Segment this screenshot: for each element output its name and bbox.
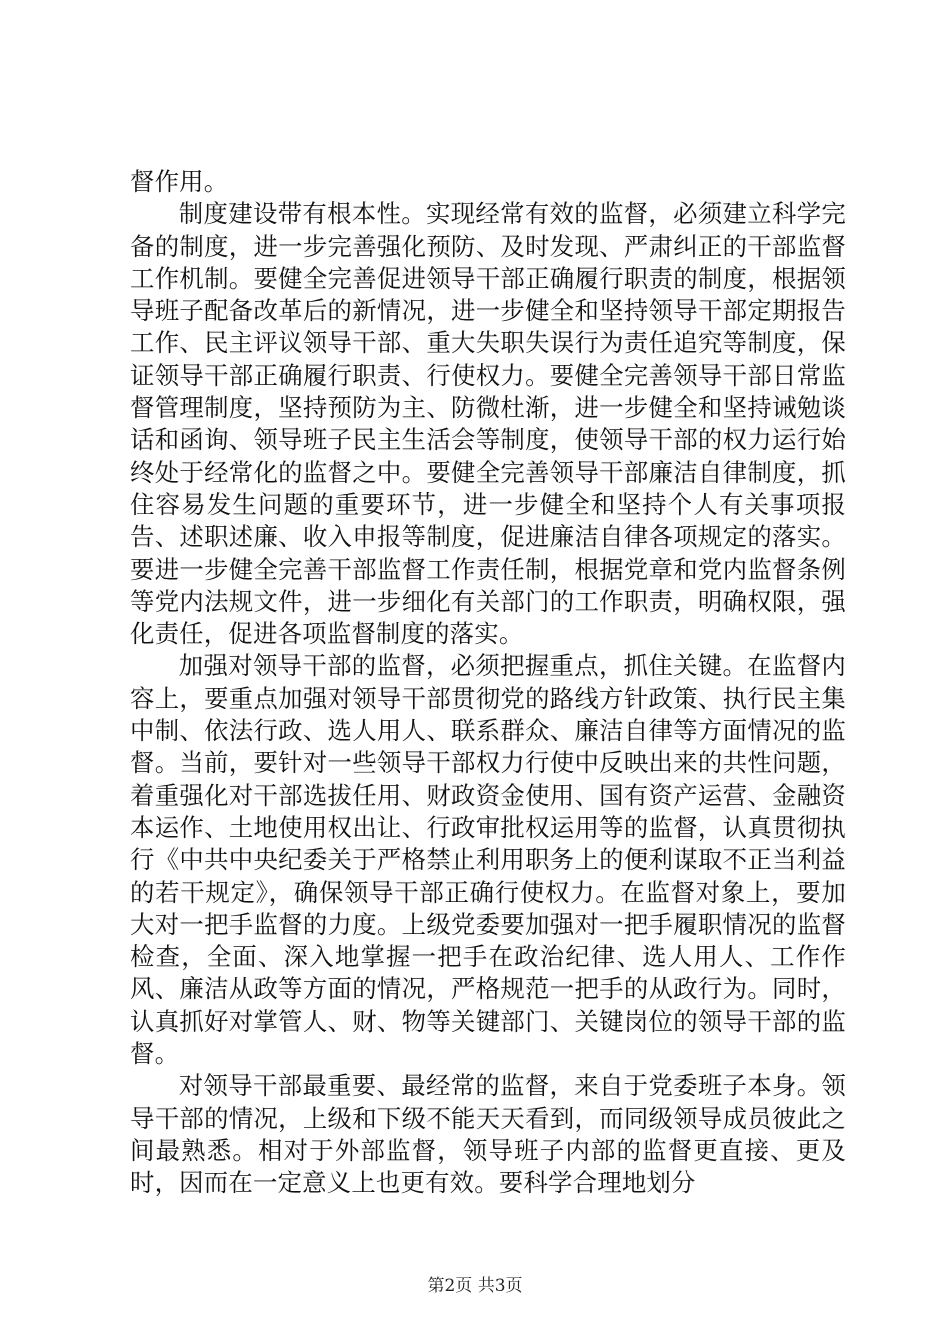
paragraph-2: 制度建设带有根本性。实现经常有效的监督，必须建立科学完备的制度，进一步完善强化预防、及时发现、严肃纠正的干部监督工作机制。要健全完善促进领导干部正确履行职责的制度，根据领导班子配备改革后的新情况，进一步健全和坚持领导干部定期报告工作、民主评议领导干部、重大失职失误行为责任追究等制度，保证领导干部正确履行职责、行使权力。要健全完善领导干部日常监督管理制度，坚持预防为主、防微杜渐，进一步健全和坚持诫勉谈话和函询、领导班子民主生活会等制度，使领导干部的权力运行始终处于经常化的监督之中。要健全完善领导干部廉洁自律制度，抓住容易发生问题的重要环节，进一步健全和坚持个人有关事项报告、述职述廉、收入申报等制度，促进廉洁自律各项规定的落实。要进一步健全完善干部监督工作责任制，根据党章和党内监督条例等党内法规文件，进一步细化有关部门的工作职责，明确权限，强化责任，促进各项监督制度的落实。 <box>130 199 846 649</box>
paragraph-1: 督作用。 <box>130 167 229 196</box>
paragraph-4: 对领导干部最重要、最经常的监督，来自于党委班子本身。领导干部的情况，上级和下级不能天天看到，而同级领导成员彼此之间最熟悉。相对于外部监督，领导班子内部的监督更直接、更及时，因而在一定意义上也更有效。要科学合理地划分 <box>130 1071 846 1198</box>
document-body <box>130 166 846 1200</box>
page-number-footer: 第2页 共3页 <box>427 1276 523 1296</box>
paragraph-3: 加强对领导干部的监督，必须把握重点，抓住关键。在监督内容上，要重点加强对领导干部贯彻党的路线方针政策、执行民主集中制、依法行政、选人用人、联系群众、廉洁自律等方面情况的监督。当前，要针对一些领导干部权力行使中反映出来的共性问题，着重强化对干部选拔任用、财政资金使用、国有资产运营、金融资本运作、土地使用权出让、行政审批权运用等的监督，认真贯彻执行《中共中央纪委关于严格禁止利用职务上的便利谋取不正当利益的若干规定》，确保领导干部正确行使权力。在监督对象上，要加大对一把手监督的力度。上级党委要加强对一把手履职情况的监督检查，全面、深入地掌握一把手在政治纪律、选人用人、工作作风、廉洁从政等方面的情况，严格规范一把手的从政行为。同时，认真抓好对掌管人、财、物等关键部门、关键岗位的领导干部的监督。 <box>130 651 846 1069</box>
